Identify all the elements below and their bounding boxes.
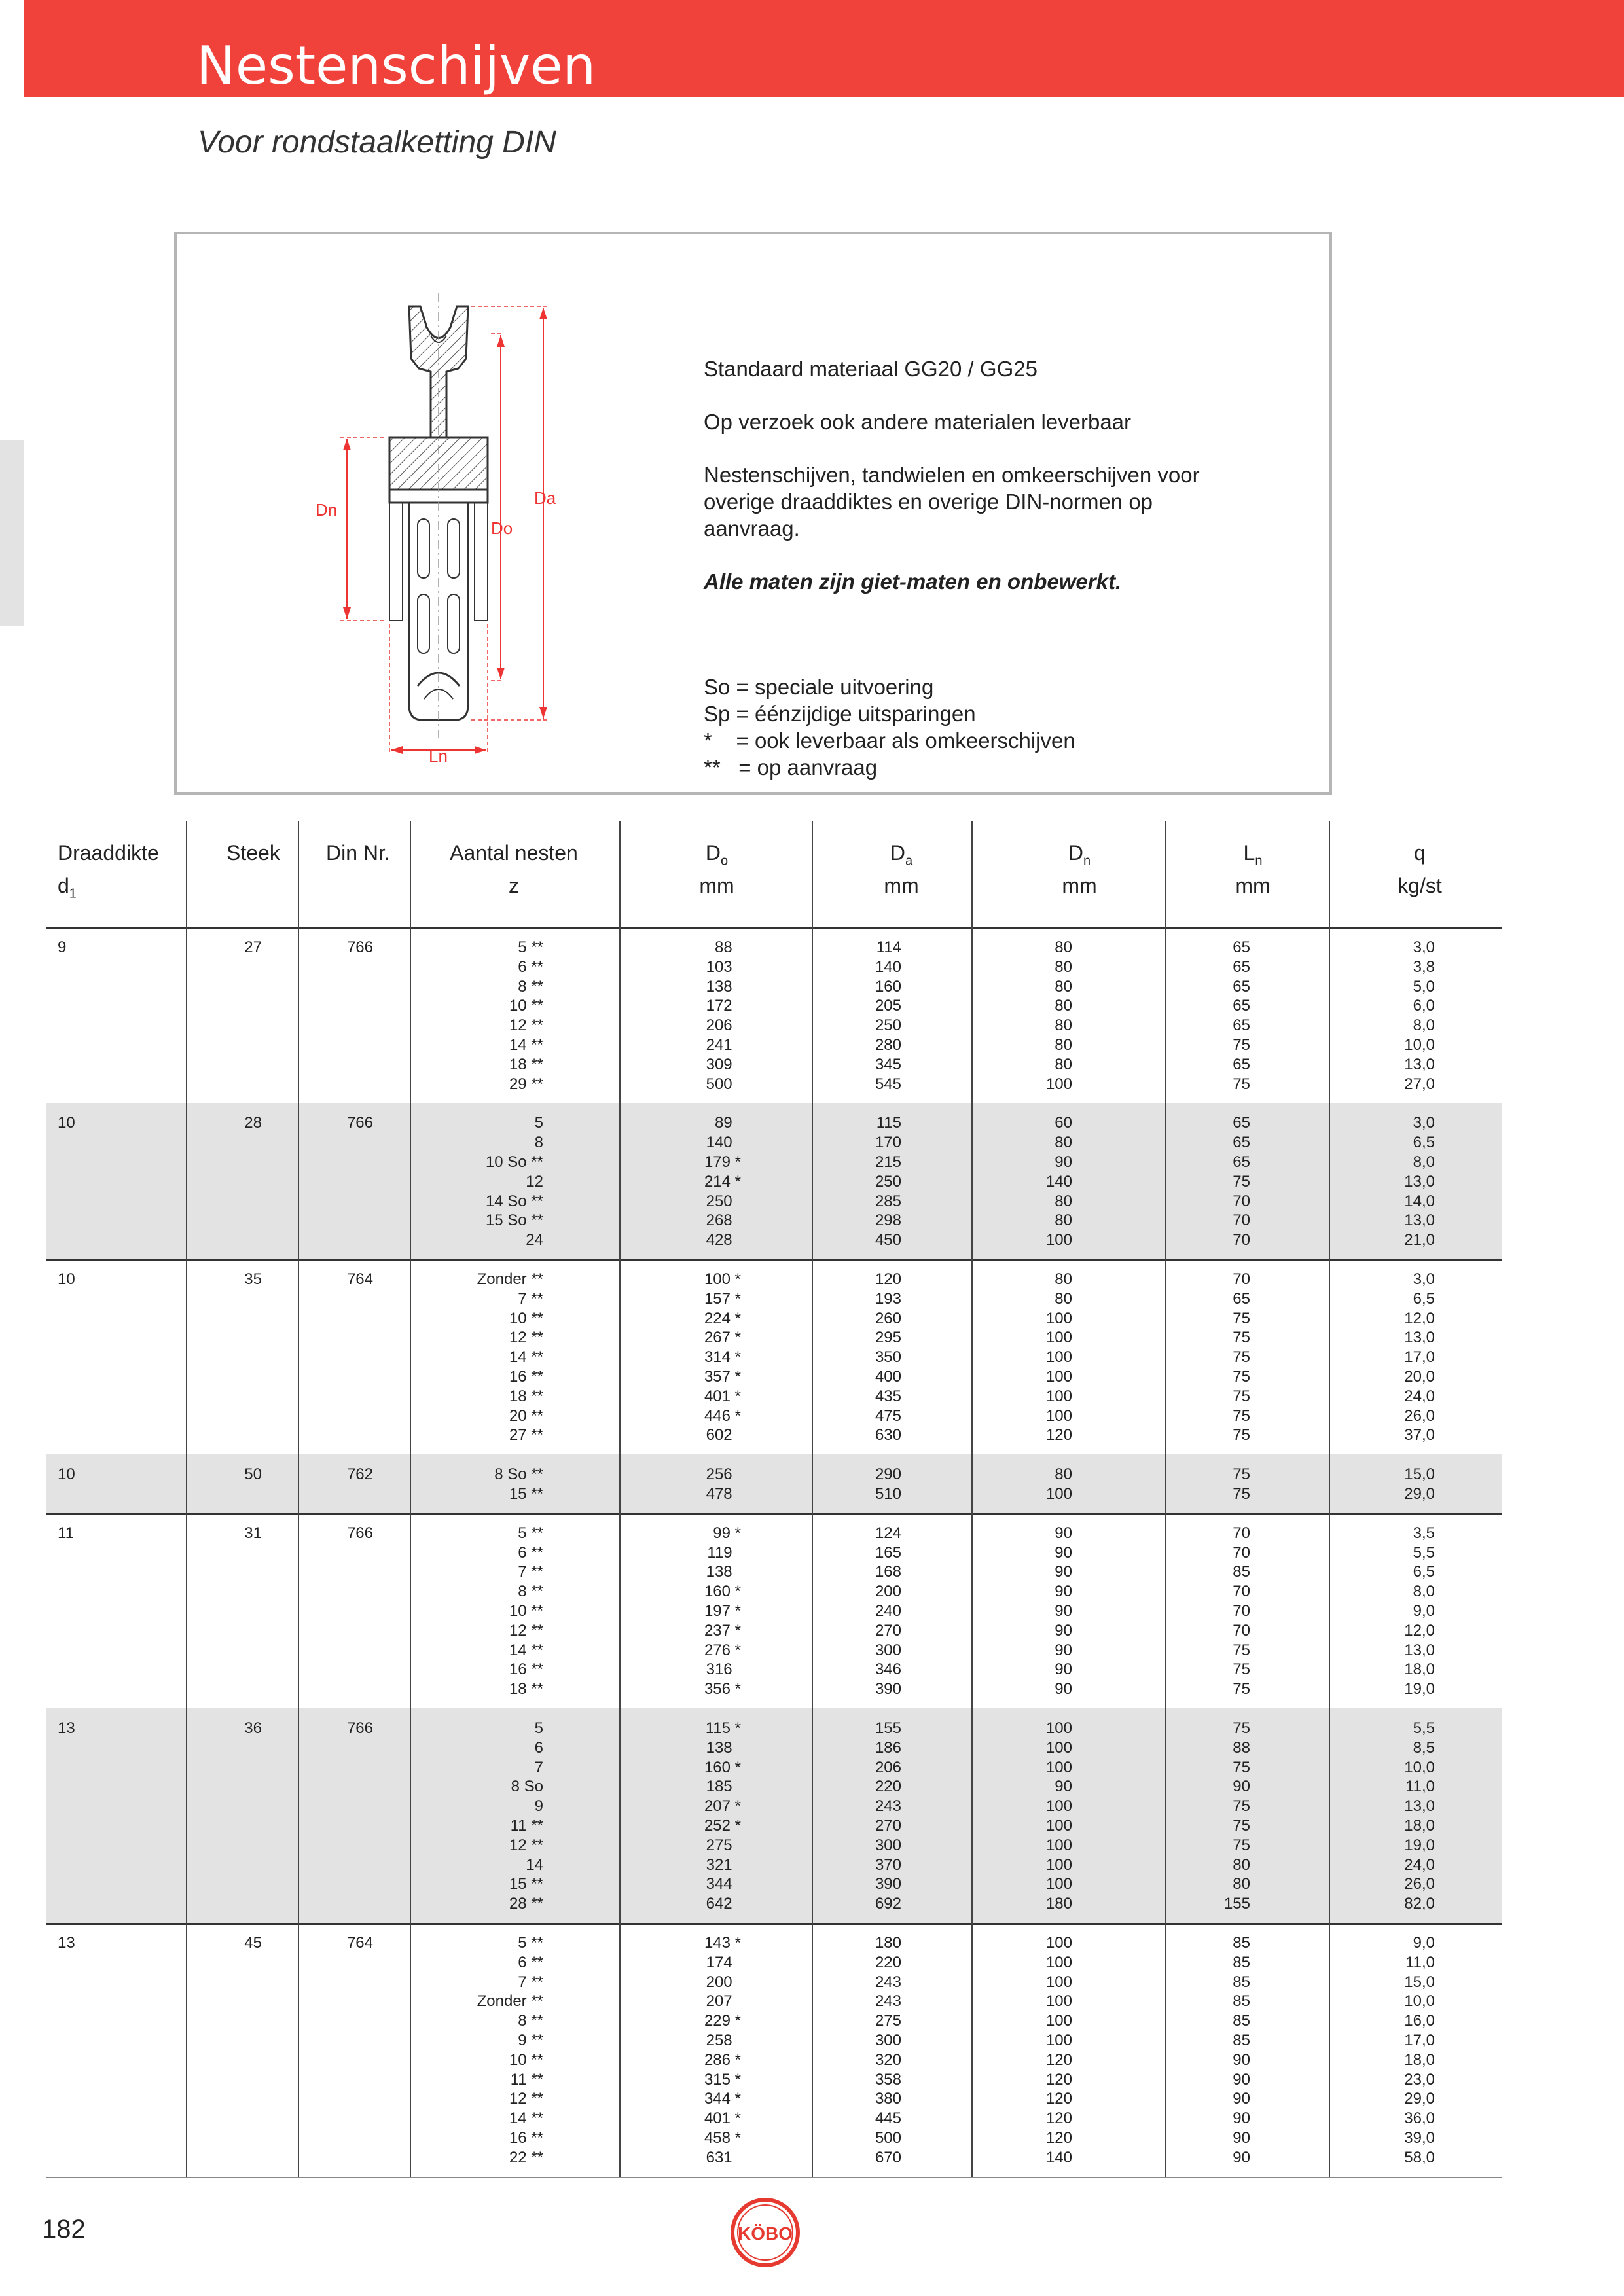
cell-q: 5,5 8,5 10,0 11,0 13,0 18,0 19,0 24,0 26,0 82,0 <box>1404 1719 1435 1913</box>
table-header <box>46 821 1502 927</box>
cell-dn: 80 100 <box>1045 1465 1072 1503</box>
column-divider <box>298 1454 299 1513</box>
column-divider <box>1165 1454 1166 1513</box>
cell-da: 290 510 <box>875 1465 901 1503</box>
other-materials-text: Op verzoek ook andere materialen leverbaar <box>704 410 1132 434</box>
cell-da: 124 165 168 200 240 270 300 346 390 <box>875 1524 901 1698</box>
cell-ln: 75 75 <box>1233 1465 1250 1503</box>
column-divider <box>1329 1923 1330 2177</box>
ln-label: Ln <box>429 746 448 766</box>
do-label: Do <box>491 518 513 538</box>
column-divider <box>971 1259 973 1454</box>
cell-dn: 100 100 100 90 100 100 100 100 100 180 <box>1045 1719 1072 1913</box>
page-title: Nestenschijven <box>196 35 596 96</box>
column-divider <box>410 1259 411 1454</box>
cell-do: 89 140 179 * 214 * 250 268 428 <box>704 1114 741 1249</box>
column-divider <box>971 1923 973 2177</box>
row-rule <box>46 2177 1502 2178</box>
cell-ln: 70 70 85 70 70 70 75 75 75 <box>1233 1524 1250 1698</box>
legend-star: * = ook leverbaar als omkeerschijven <box>704 728 1075 753</box>
other-info-line1: Nestenschijven, tandwielen en omkeerschijven voor <box>704 463 1200 487</box>
column-divider <box>298 1923 299 2177</box>
column-divider <box>410 1513 411 1708</box>
column-divider <box>1165 1708 1166 1923</box>
column-divider <box>1165 821 1166 927</box>
cell-steek: 45 <box>244 1934 262 1952</box>
cell-ln: 65 65 65 65 65 75 65 75 <box>1233 939 1250 1093</box>
header-steek-label: Steek <box>226 841 280 865</box>
info-text <box>704 355 1293 781</box>
page-number: 182 <box>42 2215 86 2244</box>
cell-ln: 85 85 85 85 85 85 90 90 90 90 90 90 <box>1233 1934 1250 2166</box>
info-box <box>174 232 1332 795</box>
cell-da: 115 170 215 250 285 298 450 <box>875 1114 901 1249</box>
cell-q: 9,0 11,0 15,0 10,0 16,0 17,0 18,0 23,0 29,0 36,0 39,0 58,0 <box>1404 1934 1435 2166</box>
header-do-label: D <box>705 841 721 865</box>
column-divider <box>298 821 299 927</box>
table-row-group <box>46 1513 1502 1708</box>
cell-q: 15,0 29,0 <box>1404 1465 1435 1503</box>
cell-steek: 31 <box>244 1524 262 1542</box>
column-divider <box>619 1513 621 1708</box>
column-divider <box>1165 1259 1166 1454</box>
table-row-group <box>46 1259 1502 1454</box>
column-divider <box>410 927 411 1103</box>
cell-z: 5 ** 6 ** 7 ** Zonder ** 8 ** 9 ** 10 ** 11 ** 12 ** 14 ** 16 ** 22 ** <box>477 1934 543 2166</box>
header-ln-unit: mm <box>1235 874 1271 897</box>
column-divider <box>812 1513 813 1708</box>
column-divider <box>619 1454 621 1513</box>
cell-z: 5 6 7 8 So 9 11 ** 12 ** 14 15 ** 28 ** <box>509 1719 543 1913</box>
column-divider <box>1329 927 1330 1103</box>
header-draaddikte-label: Draaddikte <box>58 841 159 865</box>
column-divider <box>186 1513 187 1708</box>
column-divider <box>186 1103 187 1259</box>
column-divider <box>298 1103 299 1259</box>
column-divider <box>1165 1103 1166 1259</box>
cell-da: 155 186 206 220 243 270 300 370 390 692 <box>875 1719 901 1913</box>
column-divider <box>971 1513 973 1708</box>
header-dn-label: D <box>1068 841 1083 865</box>
header-da-unit: mm <box>884 874 919 897</box>
cell-q: 3,0 6,5 8,0 13,0 14,0 13,0 21,0 <box>1404 1114 1435 1249</box>
column-divider <box>1165 927 1166 1103</box>
column-divider <box>410 1923 411 2177</box>
kobo-logo <box>729 2197 801 2269</box>
cell-din: 766 <box>346 1719 373 1737</box>
header-steek <box>226 821 285 927</box>
cell-din: 766 <box>346 939 373 956</box>
column-divider <box>619 927 621 1103</box>
cell-dn: 80 80 100 100 100 100 100 100 120 <box>1045 1270 1072 1444</box>
header-dn <box>991 821 1168 927</box>
cell-dn: 100 100 100 100 100 100 120 120 120 120 120 140 <box>1045 1934 1072 2166</box>
legend-so: So = speciale uitvoering <box>704 675 934 699</box>
cell-da: 180 220 243 243 275 300 320 358 380 445 500 670 <box>875 1934 901 2166</box>
header-din <box>326 821 405 927</box>
cell-din: 766 <box>346 1524 373 1542</box>
cell-d1: 10 <box>58 1465 75 1484</box>
cell-do: 143 * 174 200 207 229 * 258 286 * 315 * 344 * 401 * 458 * 631 <box>704 1934 741 2166</box>
material-text: Standaard materiaal GG20 / GG25 <box>704 357 1038 381</box>
column-divider <box>298 1513 299 1708</box>
header-d1-sub: 1 <box>69 886 77 901</box>
header-ln-label: L <box>1243 841 1255 865</box>
column-divider <box>1329 1103 1330 1259</box>
other-info-line2: overige draaddiktes en overige DIN-normen op <box>704 490 1153 514</box>
column-divider <box>1165 1513 1166 1708</box>
header-do-sub: o <box>720 853 729 869</box>
cell-q: 3,0 3,8 5,0 6,0 8,0 10,0 13,0 27,0 <box>1404 939 1435 1093</box>
cell-din: 766 <box>346 1114 373 1132</box>
header-da-sub: a <box>905 853 913 869</box>
cell-d1: 10 <box>58 1270 75 1288</box>
column-divider <box>298 927 299 1103</box>
page-subtitle: Voor rondstaalketting DIN <box>198 125 556 160</box>
cell-ln: 70 65 75 75 75 75 75 75 75 <box>1233 1270 1250 1444</box>
header-draaddikte <box>58 821 189 927</box>
cell-steek: 35 <box>244 1270 262 1288</box>
header-ln <box>1169 821 1337 927</box>
cell-q: 3,5 5,5 6,5 8,0 9,0 12,0 13,0 18,0 19,0 <box>1404 1524 1435 1698</box>
column-divider <box>186 1708 187 1923</box>
column-divider <box>619 821 621 927</box>
cell-ln: 75 88 75 90 75 75 75 80 80 155 <box>1223 1719 1250 1913</box>
header-ln-sub: n <box>1255 853 1263 869</box>
header-q-unit: kg/st <box>1398 874 1442 897</box>
column-divider <box>186 821 187 927</box>
table-row-group <box>46 927 1502 1103</box>
other-info-line3: aanvraag. <box>704 516 800 541</box>
column-divider <box>971 1454 973 1513</box>
column-divider <box>1165 1923 1166 2177</box>
column-divider <box>971 821 973 927</box>
header-da <box>813 821 990 927</box>
column-divider <box>812 1103 813 1259</box>
cell-da: 114 140 160 205 250 280 345 545 <box>875 939 901 1093</box>
side-tab <box>0 440 24 626</box>
cell-din: 762 <box>346 1465 373 1484</box>
column-divider <box>410 1454 411 1513</box>
cell-do: 256 478 <box>706 1465 732 1503</box>
cell-do: 115 * 138 160 * 185 207 * 252 * 275 321 344 642 <box>704 1719 741 1913</box>
legend-double-star: ** = op aanvraag <box>704 755 878 780</box>
cell-ln: 65 65 65 75 70 70 70 <box>1233 1114 1250 1249</box>
header-nesten <box>412 821 615 927</box>
cell-d1: 10 <box>58 1114 75 1132</box>
column-divider <box>410 1103 411 1259</box>
column-divider <box>812 927 813 1103</box>
header-z-label: z <box>509 874 519 897</box>
header-din-label: Din Nr. <box>326 841 390 865</box>
cell-z: 5 ** 6 ** 8 ** 10 ** 12 ** 14 ** 18 ** 29 ** <box>509 939 543 1093</box>
cell-z: 5 ** 6 ** 7 ** 8 ** 10 ** 12 ** 14 ** 16 ** 18 ** <box>509 1524 543 1698</box>
cell-steek: 36 <box>244 1719 262 1737</box>
cell-dn: 80 80 80 80 80 80 80 100 <box>1045 939 1072 1093</box>
header-do-unit: mm <box>699 874 734 897</box>
cell-do: 99 * 119 138 160 * 197 * 237 * 276 * 316 356 * <box>704 1524 741 1698</box>
cell-steek: 50 <box>244 1465 262 1484</box>
cell-steek: 28 <box>244 1114 262 1132</box>
column-divider <box>971 927 973 1103</box>
column-divider <box>1329 821 1330 927</box>
cell-da: 120 193 260 295 350 400 435 475 630 <box>875 1270 901 1444</box>
column-divider <box>186 1923 187 2177</box>
cell-do: 100 * 157 * 224 * 267 * 314 * 357 * 401 * 446 * 602 <box>704 1270 741 1444</box>
column-divider <box>186 927 187 1103</box>
column-divider <box>410 821 411 927</box>
table-row-group <box>46 1923 1502 2177</box>
column-divider <box>812 1259 813 1454</box>
header-dn-unit: mm <box>1062 874 1097 897</box>
header-nesten-label: Aantal nesten <box>450 841 578 865</box>
cell-z: 5 8 10 So ** 12 14 So ** 15 So ** 24 <box>485 1114 543 1249</box>
cell-din: 764 <box>346 1934 373 1952</box>
column-divider <box>186 1454 187 1513</box>
header-do <box>622 821 812 927</box>
cell-d1: 13 <box>58 1934 75 1952</box>
header-q <box>1338 821 1502 927</box>
svg-text:KÖBO: KÖBO <box>738 2223 793 2244</box>
column-divider <box>812 821 813 927</box>
column-divider <box>186 1259 187 1454</box>
column-divider <box>812 1454 813 1513</box>
column-divider <box>1329 1259 1330 1454</box>
header-d1-label: d <box>58 874 69 897</box>
table-row-group <box>46 1708 1502 1923</box>
sprocket-diagram <box>275 267 668 778</box>
header-da-label: D <box>890 841 905 865</box>
column-divider <box>812 1708 813 1923</box>
column-divider <box>812 1923 813 2177</box>
column-divider <box>619 1923 621 2177</box>
cell-dn: 60 80 90 140 80 80 100 <box>1045 1114 1072 1249</box>
legend-sp: Sp = éénzijdige uitsparingen <box>704 702 976 726</box>
cell-d1: 9 <box>58 939 67 956</box>
column-divider <box>619 1708 621 1923</box>
table-row-group <box>46 1454 1502 1513</box>
cell-d1: 13 <box>58 1719 75 1737</box>
column-divider <box>410 1708 411 1923</box>
header-dn-sub: n <box>1083 853 1091 869</box>
cell-q: 3,0 6,5 12,0 13,0 17,0 20,0 24,0 26,0 37,0 <box>1404 1270 1435 1444</box>
dn-label: Dn <box>316 500 338 520</box>
cell-steek: 27 <box>244 939 262 956</box>
cast-note: Alle maten zijn giet-maten en onbewerkt. <box>704 569 1122 594</box>
column-divider <box>971 1708 973 1923</box>
column-divider <box>971 1103 973 1259</box>
column-divider <box>298 1708 299 1923</box>
column-divider <box>1329 1513 1330 1708</box>
column-divider <box>619 1103 621 1259</box>
table-row-group <box>46 1103 1502 1259</box>
cell-do: 88 103 138 172 206 241 309 500 <box>706 939 732 1093</box>
column-divider <box>619 1259 621 1454</box>
cell-z: 8 So ** 15 ** <box>494 1465 543 1503</box>
cell-z: Zonder ** 7 ** 10 ** 12 ** 14 ** 16 ** 18 ** 20 ** 27 ** <box>477 1270 543 1444</box>
cell-d1: 11 <box>58 1524 74 1542</box>
cell-din: 764 <box>346 1270 373 1288</box>
header-q-label: q <box>1414 841 1426 865</box>
cell-dn: 90 90 90 90 90 90 90 90 90 <box>1055 1524 1072 1698</box>
column-divider <box>298 1259 299 1454</box>
da-label: Da <box>534 488 556 508</box>
column-divider <box>1329 1454 1330 1513</box>
column-divider <box>1329 1708 1330 1923</box>
